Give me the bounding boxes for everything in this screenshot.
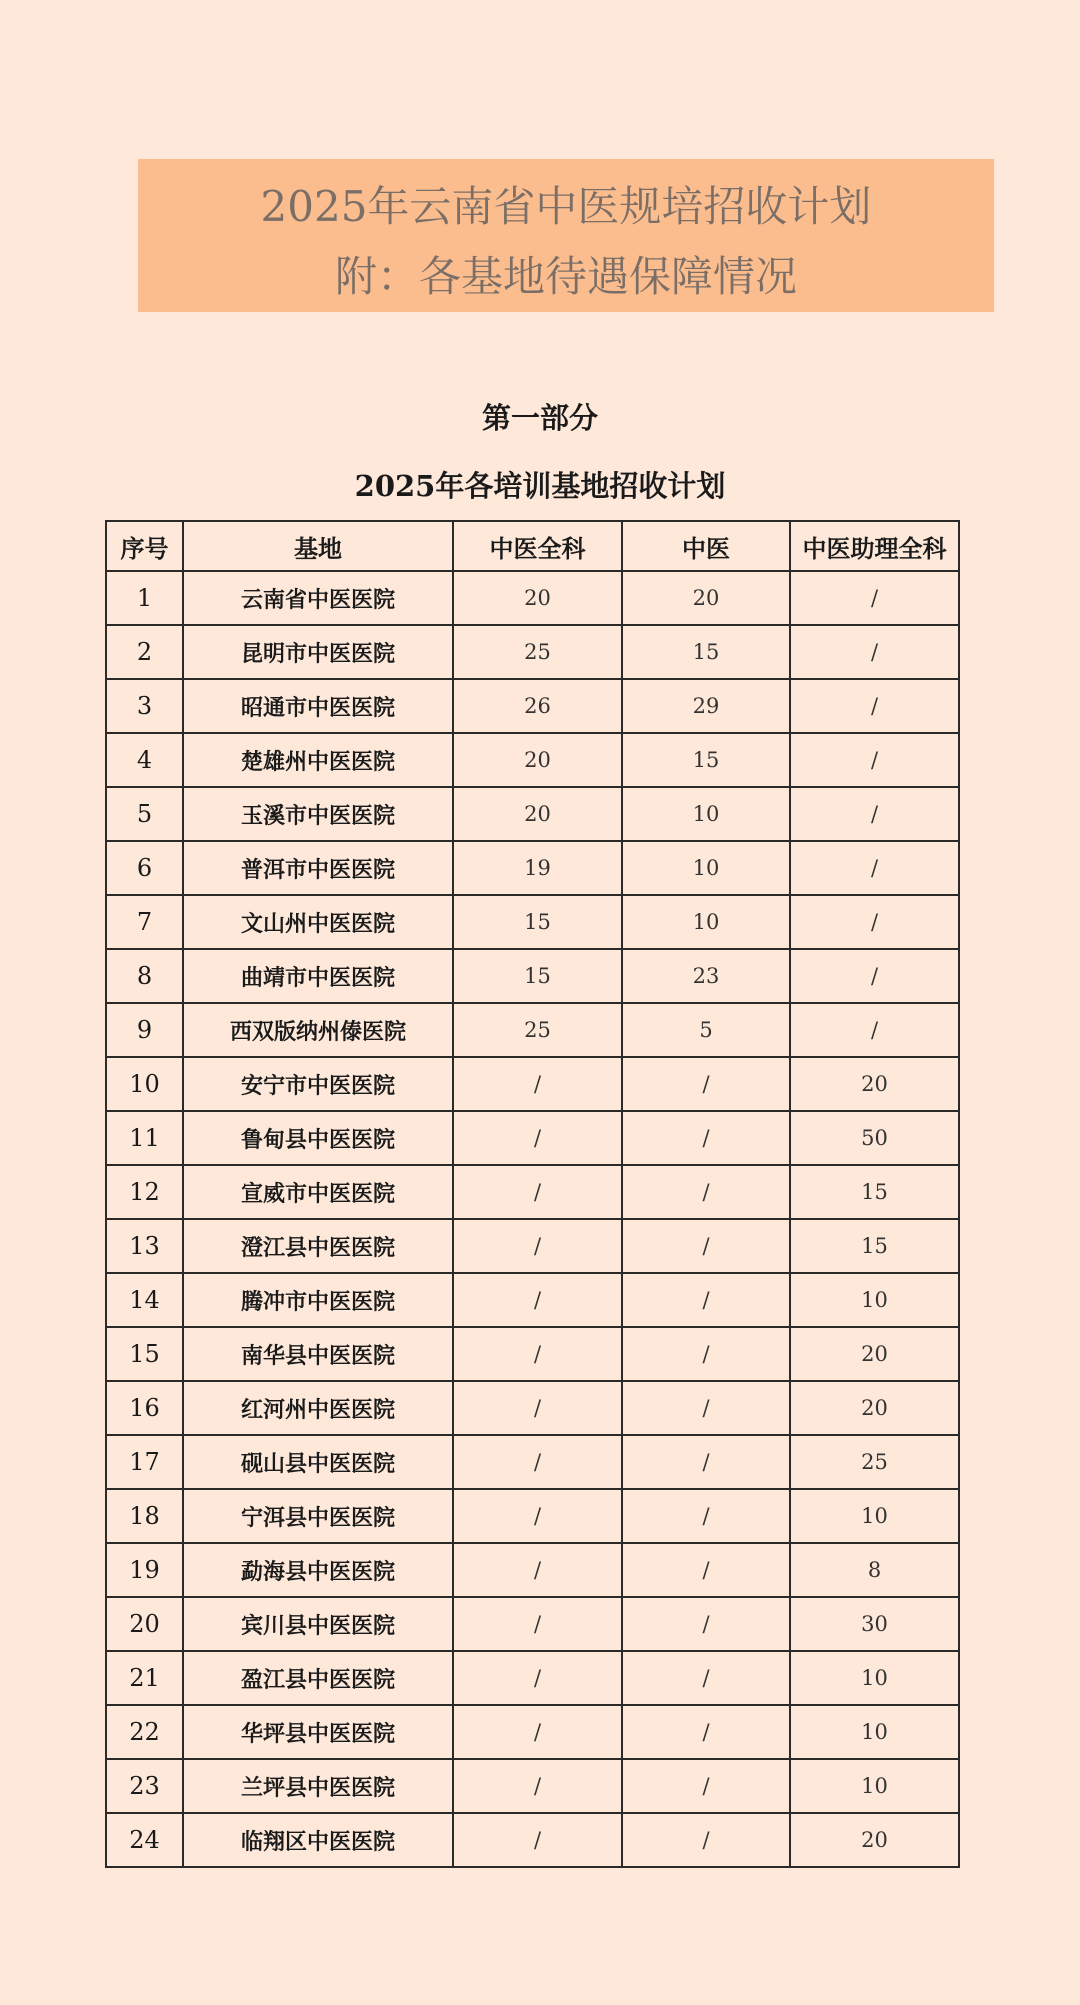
section-title: 第一部分 [481,401,598,435]
cell-tcm-assistant-general: 10 [790,1759,959,1813]
cell-tcm: / [622,1273,790,1327]
table-title: 2025年各培训基地招收计划 [354,469,726,503]
cell-tcm-general: / [453,1543,622,1597]
header-tcm-assistant-general: 中医助理全科 [790,521,959,571]
table-header-row [106,521,959,571]
row-index: 11 [106,1111,183,1165]
cell-tcm-general: 15 [453,949,622,1003]
table-row [106,841,959,895]
table-row [106,895,959,949]
cell-tcm: / [622,1219,790,1273]
cell-tcm: 15 [622,733,790,787]
cell-tcm: 10 [622,895,790,949]
cell-tcm-general: / [453,1435,622,1489]
row-base-name: 云南省中医医院 [183,571,453,625]
page-subtitle: 附：各基地待遇保障情况 [334,252,797,301]
cell-tcm: / [622,1057,790,1111]
cell-tcm-general: / [453,1489,622,1543]
cell-tcm-general: / [453,1759,622,1813]
table-row [106,1759,959,1813]
row-base-name: 红河州中医医院 [183,1381,453,1435]
cell-tcm-general: 26 [453,679,622,733]
cell-tcm: / [622,1597,790,1651]
row-base-name: 盈江县中医医院 [183,1651,453,1705]
table-row [106,1597,959,1651]
table-row [106,571,959,625]
table-row [106,1165,959,1219]
cell-tcm-assistant-general: 10 [790,1273,959,1327]
row-base-name: 玉溪市中医医院 [183,787,453,841]
cell-tcm: / [622,1813,790,1867]
cell-tcm-assistant-general: 15 [790,1165,959,1219]
row-index: 16 [106,1381,183,1435]
row-index: 13 [106,1219,183,1273]
cell-tcm-general: 19 [453,841,622,895]
header-index: 序号 [106,521,183,571]
cell-tcm-assistant-general: 10 [790,1651,959,1705]
cell-tcm-assistant-general: 50 [790,1111,959,1165]
cell-tcm: / [622,1435,790,1489]
cell-tcm-general: / [453,1111,622,1165]
row-base-name: 腾冲市中医医院 [183,1273,453,1327]
row-index: 24 [106,1813,183,1867]
cell-tcm-general: / [453,1651,622,1705]
cell-tcm: 15 [622,625,790,679]
row-base-name: 安宁市中医医院 [183,1057,453,1111]
row-base-name: 南华县中医医院 [183,1327,453,1381]
table-row [106,1813,959,1867]
cell-tcm-assistant-general: 8 [790,1543,959,1597]
cell-tcm: 5 [622,1003,790,1057]
cell-tcm-assistant-general: 15 [790,1219,959,1273]
row-base-name: 澄江县中医医院 [183,1219,453,1273]
header-tcm-general: 中医全科 [453,521,622,571]
cell-tcm-assistant-general: 30 [790,1597,959,1651]
row-index: 3 [106,679,183,733]
cell-tcm-general: 20 [453,571,622,625]
row-base-name: 兰坪县中医医院 [183,1759,453,1813]
title-banner [138,159,994,312]
cell-tcm-assistant-general: / [790,625,959,679]
row-index: 7 [106,895,183,949]
row-index: 5 [106,787,183,841]
cell-tcm-assistant-general: / [790,787,959,841]
cell-tcm-general: 20 [453,733,622,787]
cell-tcm: 10 [622,787,790,841]
table-row [106,1111,959,1165]
cell-tcm: / [622,1111,790,1165]
row-index: 14 [106,1273,183,1327]
row-index: 2 [106,625,183,679]
row-index: 22 [106,1705,183,1759]
enrollment-table [105,520,960,1868]
cell-tcm-assistant-general: / [790,1003,959,1057]
row-base-name: 宾川县中医医院 [183,1597,453,1651]
row-index: 20 [106,1597,183,1651]
row-index: 6 [106,841,183,895]
cell-tcm: / [622,1651,790,1705]
cell-tcm: / [622,1165,790,1219]
table-row [106,679,959,733]
cell-tcm: / [622,1327,790,1381]
cell-tcm: / [622,1759,790,1813]
cell-tcm-general: / [453,1327,622,1381]
row-index: 15 [106,1327,183,1381]
row-index: 19 [106,1543,183,1597]
cell-tcm: 10 [622,841,790,895]
cell-tcm-general: / [453,1597,622,1651]
cell-tcm-assistant-general: / [790,571,959,625]
cell-tcm-general: / [453,1381,622,1435]
table-row [106,1057,959,1111]
header-base: 基地 [183,521,453,571]
row-base-name: 曲靖市中医医院 [183,949,453,1003]
table-row [106,1651,959,1705]
cell-tcm-assistant-general: 25 [790,1435,959,1489]
cell-tcm-general: / [453,1219,622,1273]
row-base-name: 鲁甸县中医医院 [183,1111,453,1165]
cell-tcm: 20 [622,571,790,625]
cell-tcm-general: 15 [453,895,622,949]
cell-tcm-assistant-general: 20 [790,1813,959,1867]
row-base-name: 宣威市中医医院 [183,1165,453,1219]
cell-tcm-general: / [453,1165,622,1219]
cell-tcm-assistant-general: 20 [790,1327,959,1381]
cell-tcm: / [622,1705,790,1759]
row-base-name: 西双版纳州傣医院 [183,1003,453,1057]
cell-tcm: / [622,1381,790,1435]
row-base-name: 临翔区中医医院 [183,1813,453,1867]
row-index: 12 [106,1165,183,1219]
row-index: 18 [106,1489,183,1543]
table-row [106,1435,959,1489]
table-row [106,1327,959,1381]
cell-tcm-general: / [453,1057,622,1111]
cell-tcm-general: 20 [453,787,622,841]
cell-tcm-general: / [453,1813,622,1867]
cell-tcm-assistant-general: 20 [790,1381,959,1435]
cell-tcm-general: 25 [453,625,622,679]
table-row [106,949,959,1003]
row-index: 1 [106,571,183,625]
row-index: 4 [106,733,183,787]
cell-tcm: / [622,1489,790,1543]
cell-tcm-assistant-general: 10 [790,1489,959,1543]
row-index: 21 [106,1651,183,1705]
row-index: 17 [106,1435,183,1489]
row-index: 9 [106,1003,183,1057]
table-row [106,1543,959,1597]
row-index: 10 [106,1057,183,1111]
table-row [106,1003,959,1057]
row-index: 23 [106,1759,183,1813]
table-row [106,733,959,787]
page-title: 2025年云南省中医规培招收计划 [260,182,872,231]
cell-tcm-general: 25 [453,1003,622,1057]
table-row [106,1705,959,1759]
header-tcm: 中医 [622,521,790,571]
cell-tcm-assistant-general: 20 [790,1057,959,1111]
table-row [106,1219,959,1273]
cell-tcm-general: / [453,1705,622,1759]
row-base-name: 砚山县中医医院 [183,1435,453,1489]
table-row [106,625,959,679]
row-base-name: 勐海县中医医院 [183,1543,453,1597]
cell-tcm-assistant-general: / [790,895,959,949]
cell-tcm: / [622,1543,790,1597]
cell-tcm-assistant-general: / [790,949,959,1003]
cell-tcm: 29 [622,679,790,733]
table-row [106,1273,959,1327]
table-row [106,1381,959,1435]
cell-tcm-general: / [453,1273,622,1327]
row-base-name: 华坪县中医医院 [183,1705,453,1759]
row-index: 8 [106,949,183,1003]
row-base-name: 楚雄州中医医院 [183,733,453,787]
row-base-name: 普洱市中医医院 [183,841,453,895]
cell-tcm-assistant-general: / [790,841,959,895]
cell-tcm-assistant-general: / [790,679,959,733]
row-base-name: 昆明市中医医院 [183,625,453,679]
table-row [106,787,959,841]
row-base-name: 宁洱县中医医院 [183,1489,453,1543]
cell-tcm-assistant-general: / [790,733,959,787]
row-base-name: 昭通市中医医院 [183,679,453,733]
row-base-name: 文山州中医医院 [183,895,453,949]
table-row [106,1489,959,1543]
cell-tcm: 23 [622,949,790,1003]
cell-tcm-assistant-general: 10 [790,1705,959,1759]
